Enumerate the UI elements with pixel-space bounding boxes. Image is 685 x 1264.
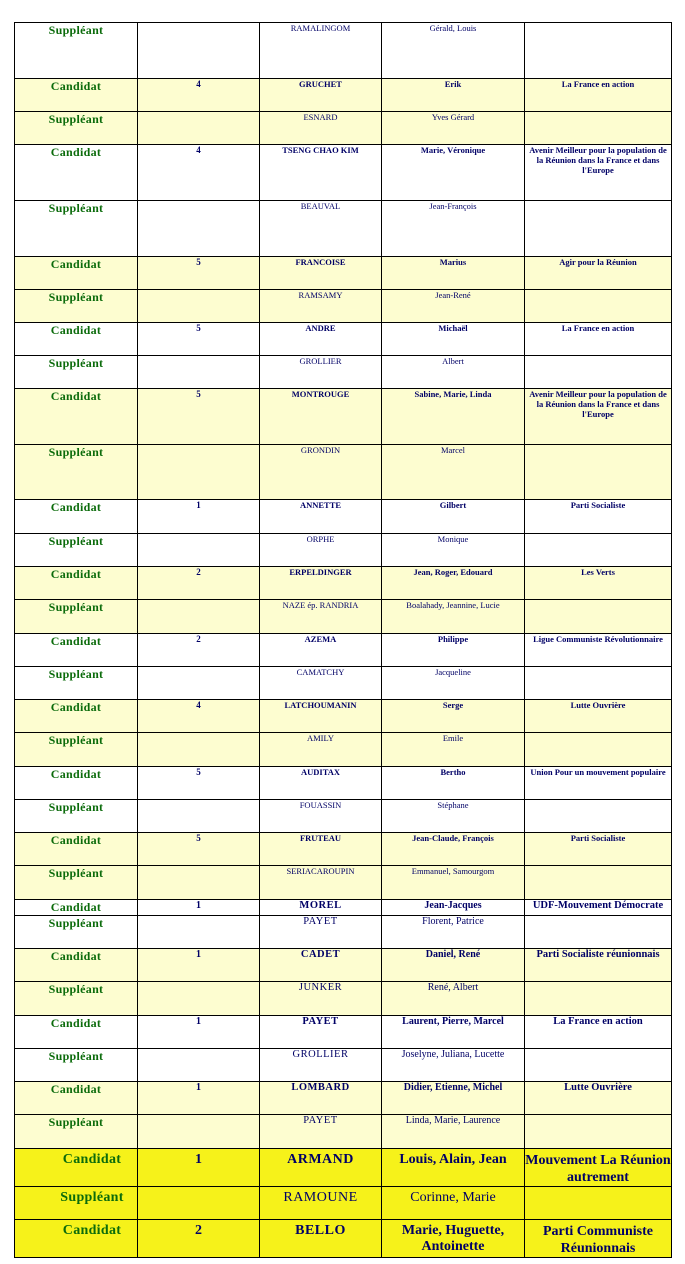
party-cell: Mouvement La Réunion autrement	[525, 1149, 672, 1187]
table-row	[15, 445, 672, 500]
party-cell: Avenir Meilleur pour la population de la Réunion dans la France et dans l'Europe	[525, 145, 672, 201]
name-cell: ESNARD	[260, 112, 382, 145]
name-cell: ORPHE	[260, 534, 382, 567]
name-cell: SERIACAROUPIN	[260, 866, 382, 900]
name-cell: FOUASSIN	[260, 800, 382, 833]
name-cell: AMILY	[260, 733, 382, 767]
role-cell: Candidat	[15, 257, 138, 290]
firstname-cell: Louis, Alain, Jean	[382, 1149, 525, 1187]
firstname-cell: Laurent, Pierre, Marcel	[382, 1016, 525, 1049]
firstname-cell: René, Albert	[382, 982, 525, 1016]
name-cell: GROLLIER	[260, 356, 382, 389]
circonscription-cell: 4	[138, 79, 260, 112]
role-cell: Suppléant	[15, 1049, 138, 1082]
name-cell: BEAUVAL	[260, 201, 382, 257]
firstname-cell: Marie, Huguette, Antoinette	[382, 1220, 525, 1258]
name-cell: RAMALINGOM	[260, 23, 382, 79]
name-cell: TSENG CHAO KIM	[260, 145, 382, 201]
role-cell: Suppléant	[15, 201, 138, 257]
firstname-cell: Albert	[382, 356, 525, 389]
party-cell: La France en action	[525, 79, 672, 112]
party-cell	[525, 356, 672, 389]
name-cell: GROLLIER	[260, 1049, 382, 1082]
circonscription-cell: 4	[138, 700, 260, 733]
table-row	[15, 634, 672, 667]
role-cell: Suppléant	[15, 290, 138, 323]
circonscription-cell	[138, 800, 260, 833]
party-cell	[525, 916, 672, 949]
table-row	[15, 733, 672, 767]
name-cell: GRONDIN	[260, 445, 382, 500]
name-cell: ANDRE	[260, 323, 382, 356]
name-cell: PAYET	[260, 916, 382, 949]
party-cell	[525, 733, 672, 767]
candidates-table-body	[15, 23, 672, 1258]
circonscription-cell	[138, 1049, 260, 1082]
firstname-cell: Emile	[382, 733, 525, 767]
name-cell: CADET	[260, 949, 382, 982]
role-cell: Suppléant	[15, 534, 138, 567]
firstname-cell: Michaël	[382, 323, 525, 356]
circonscription-cell: 1	[138, 1016, 260, 1049]
circonscription-cell: 2	[138, 634, 260, 667]
role-cell: Suppléant	[15, 866, 138, 900]
role-cell: Candidat	[15, 1082, 138, 1115]
circonscription-cell: 1	[138, 500, 260, 534]
name-cell: ANNETTE	[260, 500, 382, 534]
firstname-cell: Sabine, Marie, Linda	[382, 389, 525, 445]
role-cell: Suppléant	[15, 356, 138, 389]
name-cell: FRANCOISE	[260, 257, 382, 290]
circonscription-cell: 5	[138, 389, 260, 445]
role-cell: Suppléant	[15, 445, 138, 500]
circonscription-cell: 5	[138, 767, 260, 800]
circonscription-cell	[138, 866, 260, 900]
role-cell: Candidat	[15, 389, 138, 445]
party-cell	[525, 667, 672, 700]
table-row	[15, 567, 672, 600]
role-cell: Suppléant	[15, 1187, 138, 1220]
party-cell: La France en action	[525, 1016, 672, 1049]
role-cell: Candidat	[15, 1016, 138, 1049]
circonscription-cell: 1	[138, 949, 260, 982]
role-cell: Suppléant	[15, 23, 138, 79]
party-cell	[525, 445, 672, 500]
circonscription-cell	[138, 916, 260, 949]
firstname-cell: Jacqueline	[382, 667, 525, 700]
role-cell: Candidat	[15, 323, 138, 356]
table-row	[15, 145, 672, 201]
firstname-cell: Stéphane	[382, 800, 525, 833]
table-row	[15, 1049, 672, 1082]
name-cell: LOMBARD	[260, 1082, 382, 1115]
role-cell: Suppléant	[15, 600, 138, 634]
table-row	[15, 982, 672, 1016]
table-row	[15, 1016, 672, 1049]
circonscription-cell	[138, 201, 260, 257]
circonscription-cell	[138, 982, 260, 1016]
role-cell: Candidat	[15, 634, 138, 667]
table-row	[15, 866, 672, 900]
firstname-cell: Erik	[382, 79, 525, 112]
table-row	[15, 1220, 672, 1258]
party-cell	[525, 201, 672, 257]
name-cell: MOREL	[260, 900, 382, 916]
party-cell	[525, 1187, 672, 1220]
party-cell: Parti Socialiste	[525, 833, 672, 866]
role-cell: Candidat	[15, 567, 138, 600]
circonscription-cell: 1	[138, 1082, 260, 1115]
name-cell: RAMSAMY	[260, 290, 382, 323]
firstname-cell: Jean-René	[382, 290, 525, 323]
table-row	[15, 290, 672, 323]
party-cell: La France en action	[525, 323, 672, 356]
firstname-cell: Bertho	[382, 767, 525, 800]
name-cell: LATCHOUMANIN	[260, 700, 382, 733]
party-cell: Lutte Ouvrière	[525, 1082, 672, 1115]
circonscription-cell	[138, 112, 260, 145]
firstname-cell: Marie, Véronique	[382, 145, 525, 201]
firstname-cell: Boalahady, Jeannine, Lucie	[382, 600, 525, 634]
circonscription-cell: 1	[138, 1149, 260, 1187]
firstname-cell: Gilbert	[382, 500, 525, 534]
party-cell	[525, 982, 672, 1016]
name-cell: ARMAND	[260, 1149, 382, 1187]
circonscription-cell: 2	[138, 1220, 260, 1258]
circonscription-cell: 5	[138, 323, 260, 356]
role-cell: Candidat	[15, 949, 138, 982]
role-cell: Candidat	[15, 500, 138, 534]
name-cell: AUDITAX	[260, 767, 382, 800]
name-cell: CAMATCHY	[260, 667, 382, 700]
party-cell	[525, 290, 672, 323]
party-cell: Les Verts	[525, 567, 672, 600]
role-cell: Candidat	[15, 1149, 138, 1187]
party-cell: Avenir Meilleur pour la population de la Réunion dans la France et dans l'Europe	[525, 389, 672, 445]
firstname-cell: Jean-François	[382, 201, 525, 257]
table-row	[15, 500, 672, 534]
party-cell	[525, 1049, 672, 1082]
name-cell: ERPELDINGER	[260, 567, 382, 600]
table-row	[15, 1115, 672, 1149]
circonscription-cell: 4	[138, 145, 260, 201]
firstname-cell: Joselyne, Juliana, Lucette	[382, 1049, 525, 1082]
role-cell: Candidat	[15, 79, 138, 112]
role-cell: Suppléant	[15, 982, 138, 1016]
circonscription-cell	[138, 1115, 260, 1149]
table-row	[15, 389, 672, 445]
role-cell: Candidat	[15, 900, 138, 916]
firstname-cell: Corinne, Marie	[382, 1187, 525, 1220]
firstname-cell: Jean, Roger, Edouard	[382, 567, 525, 600]
role-cell: Candidat	[15, 833, 138, 866]
table-row	[15, 23, 672, 79]
circonscription-cell: 5	[138, 257, 260, 290]
party-cell: Ligue Communiste Révolutionnaire	[525, 634, 672, 667]
party-cell: UDF-Mouvement Démocrate	[525, 900, 672, 916]
table-row	[15, 356, 672, 389]
firstname-cell: Didier, Etienne, Michel	[382, 1082, 525, 1115]
firstname-cell: Jean-Jacques	[382, 900, 525, 916]
party-cell	[525, 112, 672, 145]
table-row	[15, 949, 672, 982]
table-row	[15, 1187, 672, 1220]
party-cell	[525, 23, 672, 79]
firstname-cell: Linda, Marie, Laurence	[382, 1115, 525, 1149]
table-row	[15, 323, 672, 356]
role-cell: Candidat	[15, 1220, 138, 1258]
circonscription-cell	[138, 667, 260, 700]
table-row	[15, 700, 672, 733]
table-row	[15, 1082, 672, 1115]
party-cell	[525, 800, 672, 833]
circonscription-cell	[138, 445, 260, 500]
circonscription-cell	[138, 1187, 260, 1220]
table-row	[15, 257, 672, 290]
firstname-cell: Yves Gérard	[382, 112, 525, 145]
role-cell: Candidat	[15, 700, 138, 733]
circonscription-cell	[138, 600, 260, 634]
circonscription-cell	[138, 290, 260, 323]
circonscription-cell: 5	[138, 833, 260, 866]
name-cell: BELLO	[260, 1220, 382, 1258]
circonscription-cell	[138, 23, 260, 79]
role-cell: Suppléant	[15, 112, 138, 145]
role-cell: Suppléant	[15, 800, 138, 833]
table-row	[15, 833, 672, 866]
name-cell: FRUTEAU	[260, 833, 382, 866]
role-cell: Suppléant	[15, 1115, 138, 1149]
name-cell: JUNKER	[260, 982, 382, 1016]
table-row	[15, 79, 672, 112]
party-cell: Union Pour un mouvement populaire	[525, 767, 672, 800]
table-row	[15, 201, 672, 257]
firstname-cell: Marius	[382, 257, 525, 290]
party-cell: Parti Socialiste	[525, 500, 672, 534]
party-cell	[525, 866, 672, 900]
firstname-cell: Gérald, Louis	[382, 23, 525, 79]
party-cell: Lutte Ouvrière	[525, 700, 672, 733]
firstname-cell: Marcel	[382, 445, 525, 500]
table-row	[15, 800, 672, 833]
name-cell: MONTROUGE	[260, 389, 382, 445]
circonscription-cell: 1	[138, 900, 260, 916]
role-cell: Suppléant	[15, 667, 138, 700]
table-row	[15, 900, 672, 916]
party-cell	[525, 1115, 672, 1149]
firstname-cell: Jean-Claude, François	[382, 833, 525, 866]
table-row	[15, 667, 672, 700]
role-cell: Candidat	[15, 145, 138, 201]
party-cell: Parti Socialiste réunionnais	[525, 949, 672, 982]
firstname-cell: Philippe	[382, 634, 525, 667]
role-cell: Candidat	[15, 767, 138, 800]
circonscription-cell	[138, 733, 260, 767]
firstname-cell: Florent, Patrice	[382, 916, 525, 949]
name-cell: RAMOUNE	[260, 1187, 382, 1220]
name-cell: PAYET	[260, 1016, 382, 1049]
name-cell: AZEMA	[260, 634, 382, 667]
table-row	[15, 112, 672, 145]
party-cell: Agir pour la Réunion	[525, 257, 672, 290]
party-cell: Parti Communiste Réunionnais	[525, 1220, 672, 1258]
name-cell: GRUCHET	[260, 79, 382, 112]
role-cell: Suppléant	[15, 916, 138, 949]
table-row	[15, 534, 672, 567]
circonscription-cell	[138, 534, 260, 567]
table-row	[15, 767, 672, 800]
party-cell	[525, 534, 672, 567]
candidates-table	[14, 22, 672, 1258]
table-row	[15, 600, 672, 634]
firstname-cell: Monique	[382, 534, 525, 567]
party-cell	[525, 600, 672, 634]
firstname-cell: Daniel, René	[382, 949, 525, 982]
table-row	[15, 1149, 672, 1187]
firstname-cell: Serge	[382, 700, 525, 733]
name-cell: NAZE ép. RANDRIA	[260, 600, 382, 634]
name-cell: PAYET	[260, 1115, 382, 1149]
role-cell: Suppléant	[15, 733, 138, 767]
circonscription-cell	[138, 356, 260, 389]
table-row	[15, 916, 672, 949]
firstname-cell: Emmanuel, Samourgom	[382, 866, 525, 900]
circonscription-cell: 2	[138, 567, 260, 600]
